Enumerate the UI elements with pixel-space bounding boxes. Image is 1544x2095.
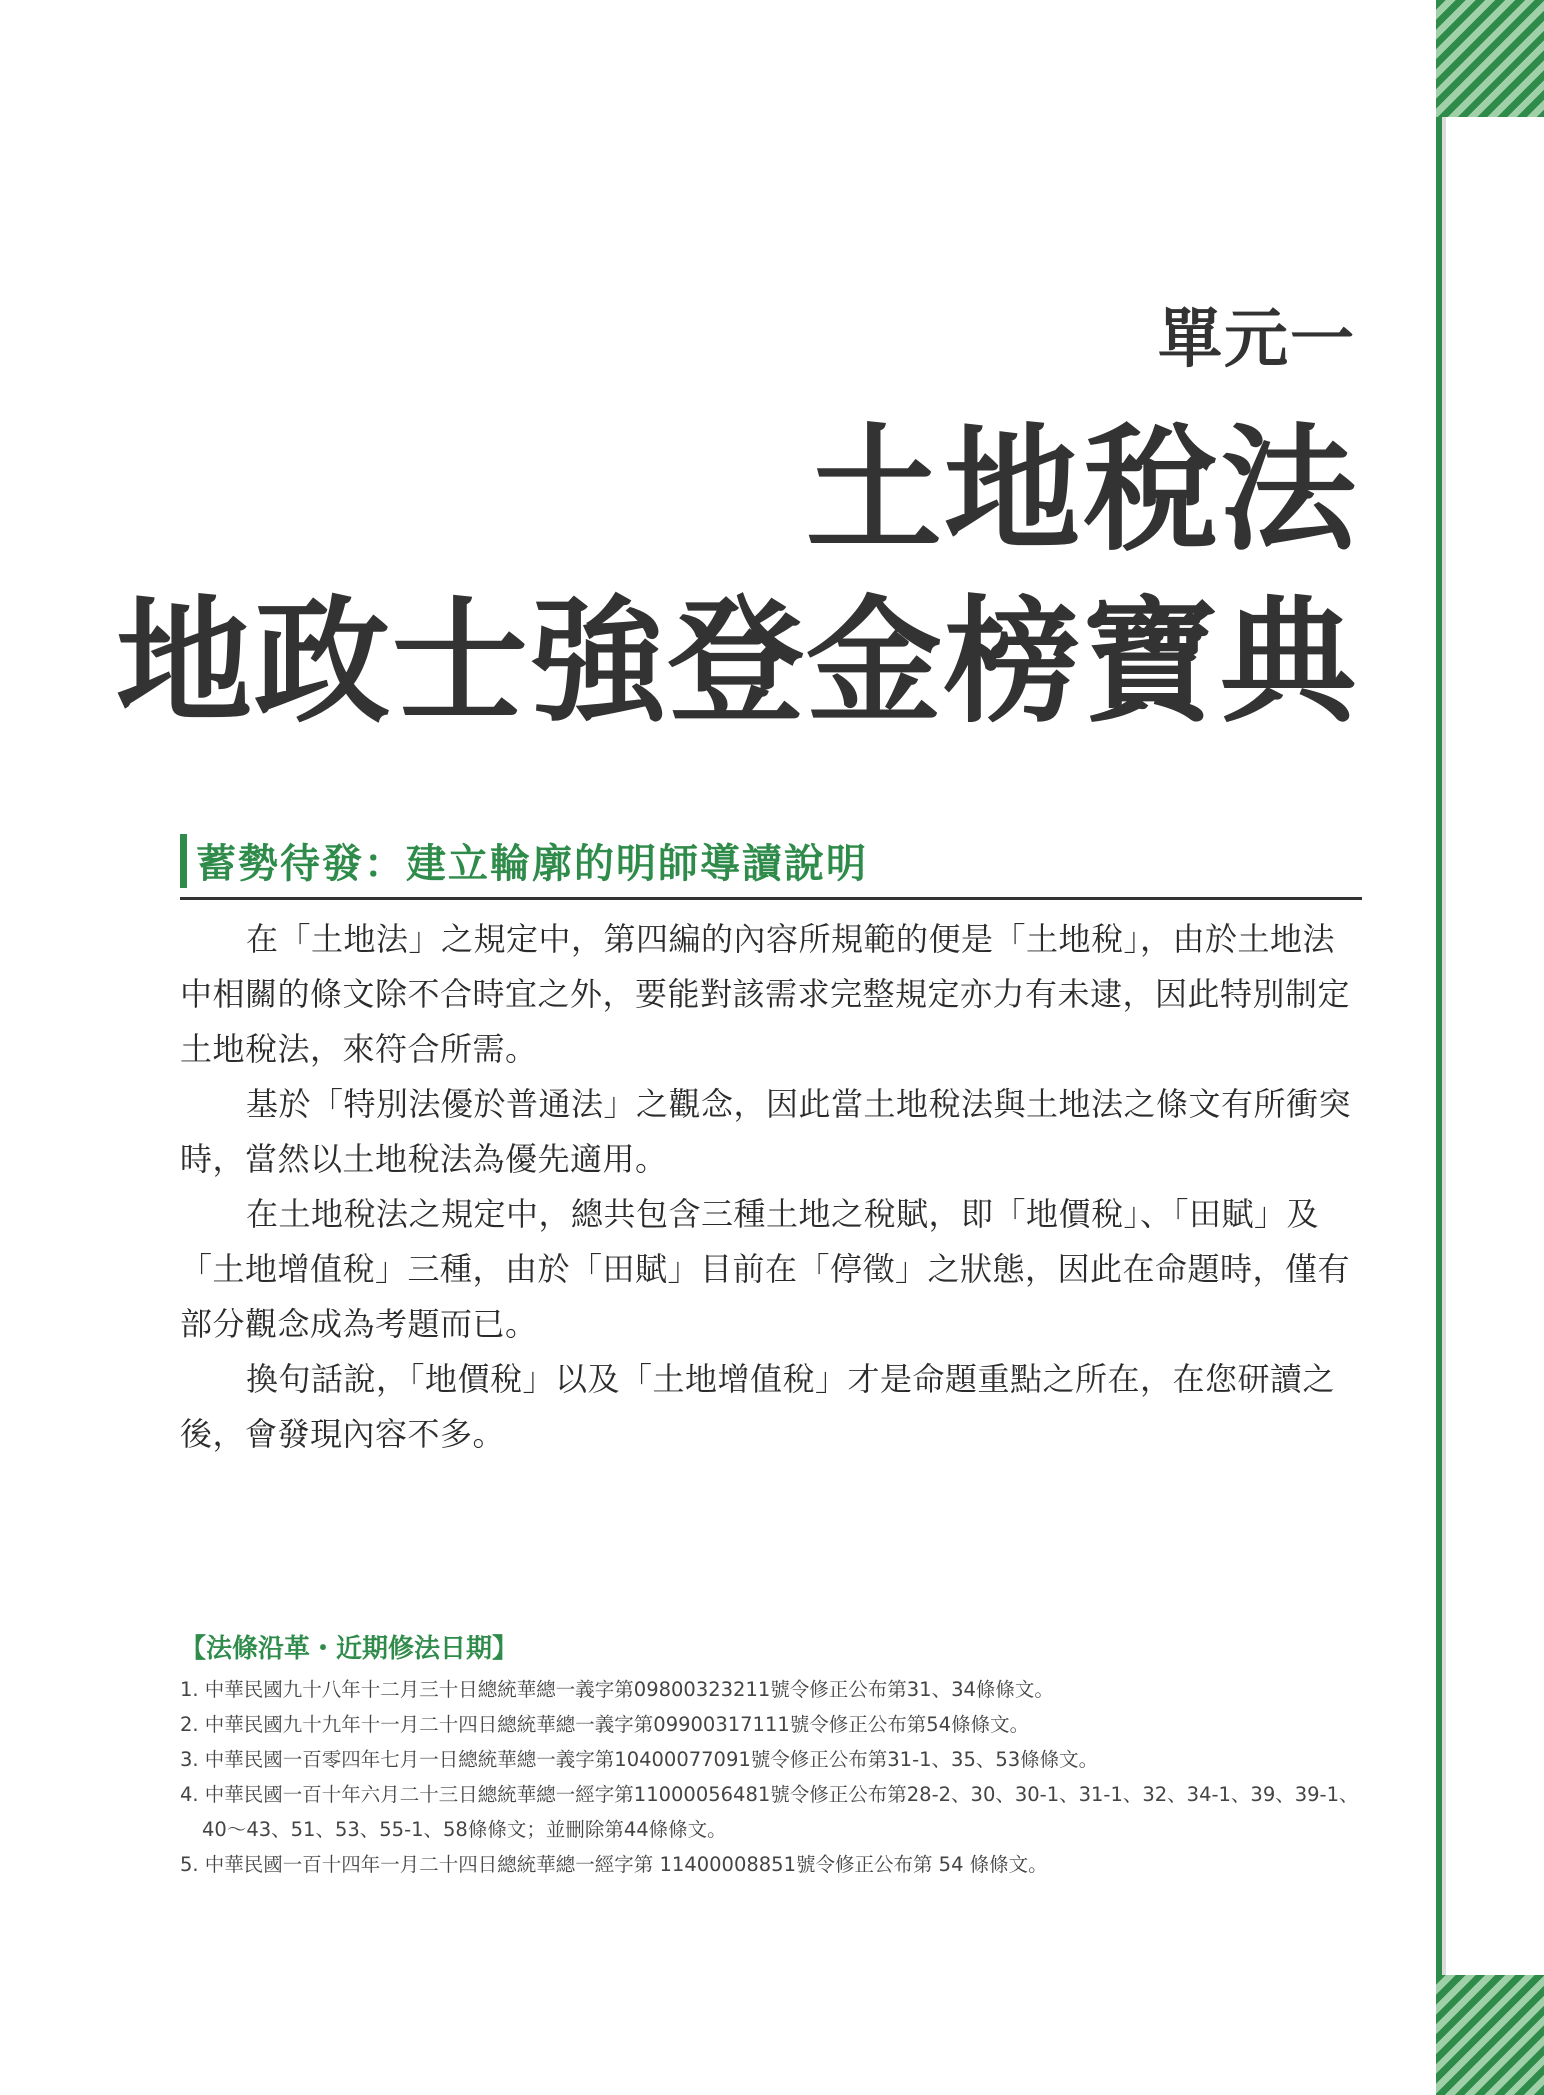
amendments-list [180,1672,1380,1882]
amendments-heading: 【法條沿革・近期修法日期】 [180,1634,519,1664]
list-item: 5. 中華民國一百十四年一月二十四日總統華總一經字第 11400008851號令修正公布第 54 條條文。 [180,1853,1048,1876]
unit-label: 單元一 [1158,303,1356,377]
section-title: 蓄勢待發：建立輪廓的明師導讀說明 [196,841,868,887]
edge-line-shadow [1442,117,1446,1975]
section-divider [180,897,1362,900]
paragraph: 在「土地法」之規定中，第四編的內容所規範的便是「土地稅」，由於土地法中相關的條文除不合時宜之外，要能對該需求完整規定亦力有未逮，因此特別制定土地稅法，來符合所需。 [180,920,1351,1068]
list-item: 4. 中華民國一百十年六月二十三日總統華總一經字第11000056481號令修正公布第28-2、30、30-1、31-1、32、34-1、39、39-1、40～43、51、53、55-1、58條條文；並刪除第44條條文。 [180,1783,1359,1841]
section-accent-bar [180,834,187,888]
list-item: 3. 中華民國一百零四年七月一日總統華總一義字第10400077091號令修正公布第31-1、35、53條條文。 [180,1748,1099,1771]
section-heading [180,832,868,889]
edge-stripe-top [1436,0,1544,117]
page-title [116,405,1358,749]
title-line-1: 土地稅法 [806,412,1358,570]
paragraph: 基於「特別法優於普通法」之觀念，因此當土地稅法與土地法之條文有所衝突時，當然以土地稅法為優先適用。 [180,1085,1352,1178]
edge-stripe-bottom [1436,1975,1544,2095]
paragraph: 換句話說，「地價稅」以及「土地增值稅」才是命題重點之所在，在您研讀之後，會發現內容不多。 [180,1360,1336,1453]
list-item: 1. 中華民國九十八年十二月三十日總統華總一義字第09800323211號令修正公布第31、34條條文。 [180,1678,1054,1701]
title-line-2: 地政士強登金榜寶典 [116,584,1358,742]
paragraph: 在土地稅法之規定中，總共包含三種土地之稅賦，即「地價稅」、「田賦」及「土地增值稅」三種，由於「田賦」目前在「停徵」之狀態，因此在命題時，僅有部分觀念成為考題而已。 [180,1195,1351,1343]
list-item: 2. 中華民國九十九年十一月二十四日總統華總一義字第09900317111號令修正公布第54條條文。 [180,1713,1030,1736]
intro-body [180,912,1364,1462]
